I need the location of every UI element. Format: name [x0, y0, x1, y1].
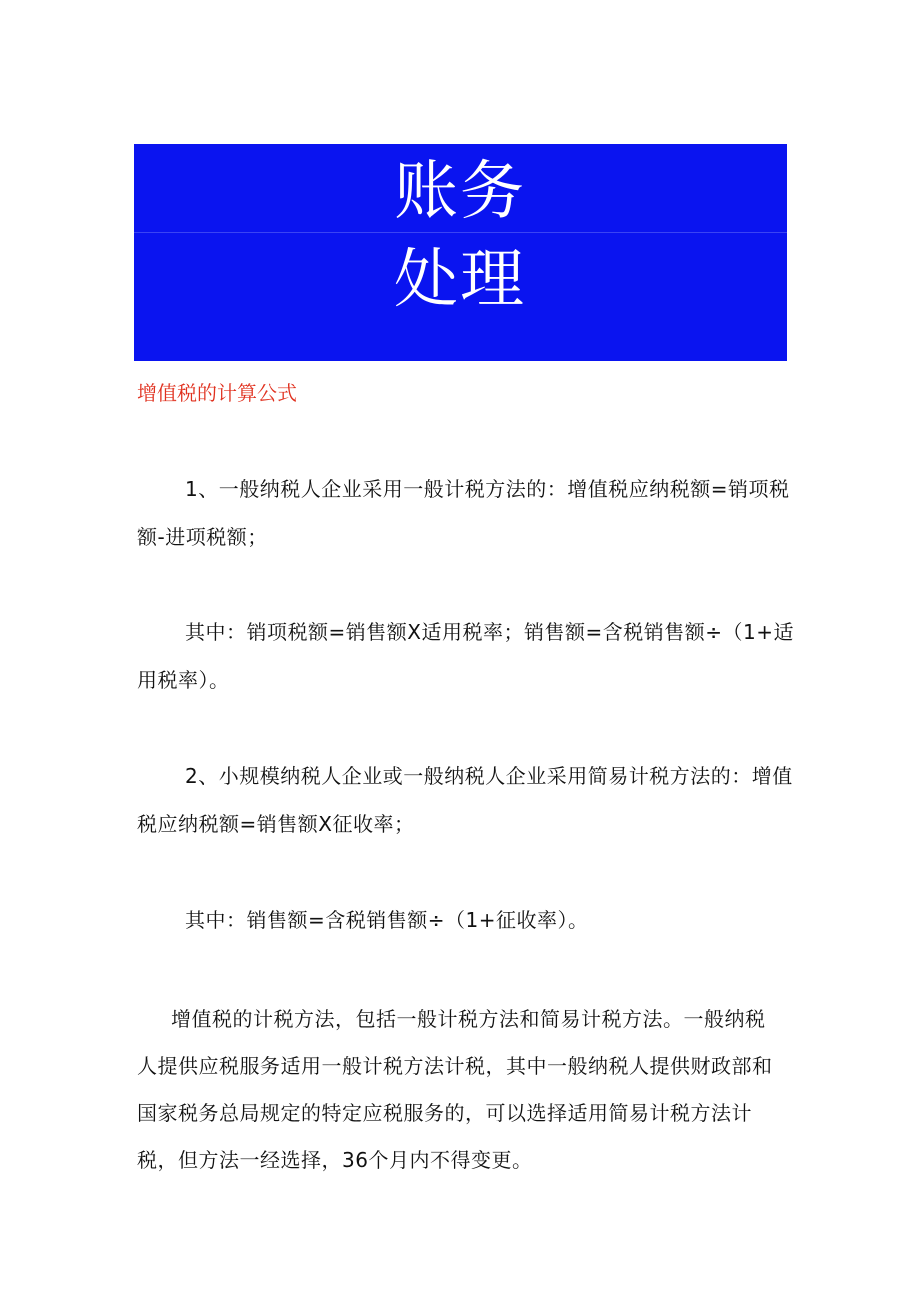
- paragraph-simple-detail: [137, 896, 807, 944]
- paragraph-general-method: [137, 465, 807, 561]
- paragraph-text: 1、一般纳税人企业采用一般计税方法的：增值税应纳税额=销项税额-进项税额；: [137, 477, 790, 549]
- banner-title-line-2: 处理: [394, 243, 526, 317]
- paragraph-text: 2、小规模纳税人企业或一般纳税人企业采用简易计税方法的：增值税应纳税额=销售额X征收率；: [137, 764, 793, 836]
- paragraph-text: 其中：销售额=含税销售额÷（1+征收率）。: [185, 908, 589, 932]
- paragraph-text: 其中：销项税额=销售额X适用税率；销售额=含税销售额÷（1+适用税率）。: [137, 620, 794, 692]
- section-heading: 增值税的计算公式: [137, 381, 297, 405]
- paragraph-simple-method: [137, 752, 807, 848]
- paragraph-general-detail: [137, 608, 807, 704]
- banner-divider: [134, 232, 787, 233]
- banner-title-line-1: 账务: [394, 155, 526, 229]
- paragraph-text: 增值税的计税方法，包括一般计税方法和简易计税方法。一般纳税人提供应税服务适用一般计税方法计税，其中一般纳税人提供财政部和国家税务总局规定的特定应税服务的，可以选择适用简易计税方法计税，但方法一经选择，36个月内不得变更。: [137, 1007, 773, 1172]
- paragraph-method-explanation: [137, 996, 777, 1184]
